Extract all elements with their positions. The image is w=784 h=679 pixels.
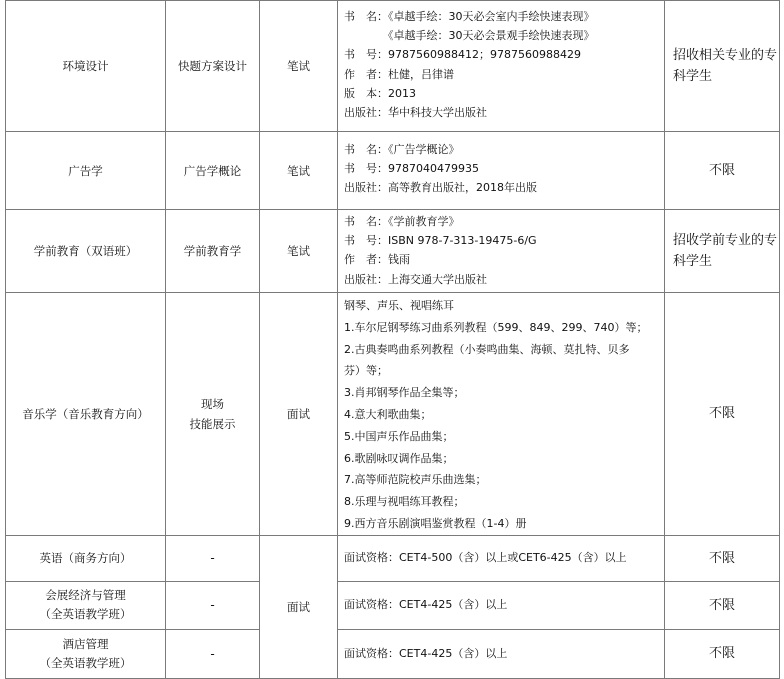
requirement-cell: 不限 [665, 293, 780, 536]
reference-books-cell [338, 629, 665, 678]
reference-books-cell [338, 1, 665, 132]
major-cell: 英语（商务方向） [6, 535, 166, 581]
book-line: 面试资格：CET4-500（含）以上或CET6-425（含）以上 [344, 551, 627, 565]
exam-subject-cell: - [166, 581, 260, 629]
table-row [6, 629, 780, 678]
major-cell [6, 581, 166, 629]
requirement-cell: 招收学前专业的专科学生 [665, 210, 780, 293]
reference-books-cell [338, 581, 665, 629]
table-row [6, 293, 780, 536]
book-line: 钢琴、声乐、视唱练耳 [344, 299, 454, 312]
book-line: 出版社：高等教育出版社，2018年出版 [344, 181, 537, 195]
exam-mode-cell: 笔试 [260, 132, 338, 210]
requirement-cell: 不限 [665, 535, 780, 581]
book-line: 8.乐理与视唱练耳教程； [344, 495, 465, 509]
exam-subject-cell: 学前教育学 [166, 210, 260, 293]
requirement-cell: 不限 [665, 132, 780, 210]
reference-books-cell [338, 535, 665, 581]
major-cell [6, 629, 166, 678]
exam-subject-cell [166, 293, 260, 536]
book-line: 出版社：上海交通大学出版社 [344, 272, 487, 286]
book-line: 5.中国声乐作品曲集； [344, 429, 454, 443]
major-line: （全英语教学班） [39, 655, 132, 670]
table-row [6, 1, 780, 132]
book-line: 书 号：ISBN 978-7-313-19475-6/G [344, 234, 537, 248]
table-row [6, 535, 780, 581]
book-line: 作 者：杜健，吕律谱 [344, 67, 454, 81]
major-line: 酒店管理 [62, 636, 109, 651]
admission-table [5, 0, 780, 679]
book-line: 9.西方音乐剧演唱鉴赏教程（1-4）册 [344, 516, 527, 530]
table-row [6, 210, 780, 293]
exam-mode-cell: 面试 [260, 535, 338, 678]
book-line: 书 名：《卓越手绘：30天必会室内手绘快速表现》 [344, 10, 595, 23]
book-line: 面试资格：CET4-425（含）以上 [344, 598, 508, 612]
book-line: 书 号：9787560988412；9787560988429 [344, 48, 581, 62]
major-cell: 广告学 [6, 132, 166, 210]
book-line: 《卓越手绘：30天必会景观手绘快速表现》 [344, 29, 595, 43]
major-line: 会展经济与管理 [45, 588, 126, 603]
major-cell: 学前教育（双语班） [6, 210, 166, 293]
requirement-cell: 不限 [665, 581, 780, 629]
exam-mode-cell: 笔试 [260, 210, 338, 293]
requirement-cell: 招收相关专业的专科学生 [665, 1, 780, 132]
reference-books-cell [338, 293, 665, 536]
major-cell: 环境设计 [6, 1, 166, 132]
book-line: 书 号：9787040479935 [344, 162, 479, 176]
book-line: 2.古典奏鸣曲系列教程（小奏鸣曲集、海顿、莫扎特、贝多 [344, 342, 630, 356]
book-line: 7.高等师范院校声乐曲选集； [344, 473, 487, 487]
reference-books-cell [338, 210, 665, 293]
book-line: 1.车尔尼钢琴练习曲系列教程（599、849、299、740）等； [344, 320, 648, 334]
book-line: 面试资格：CET4-425（含）以上 [344, 646, 508, 660]
exam-subject-cell: - [166, 535, 260, 581]
exam-subject-line: 现场 [201, 396, 224, 411]
book-line: 3.肖邦钢琴作品全集等； [344, 386, 465, 400]
table-row [6, 581, 780, 629]
book-line: 书 名：《学前教育学》 [344, 215, 460, 228]
book-line: 出版社：华中科技大学出版社 [344, 106, 487, 120]
exam-subject-cell: 广告学概论 [166, 132, 260, 210]
table-row [6, 132, 780, 210]
exam-mode-cell: 面试 [260, 293, 338, 536]
exam-mode-cell: 笔试 [260, 1, 338, 132]
major-cell: 音乐学（音乐教育方向） [6, 293, 166, 536]
book-line: 芬）等； [344, 364, 388, 378]
requirement-cell: 不限 [665, 629, 780, 678]
book-line: 版 本：2013 [344, 86, 416, 100]
book-line: 6.歌剧咏叹调作品集； [344, 451, 454, 465]
exam-subject-cell: 快题方案设计 [166, 1, 260, 132]
major-line: （全英语教学班） [39, 607, 132, 622]
book-line: 作 者：钱雨 [344, 253, 410, 267]
book-line: 书 名：《广告学概论》 [344, 143, 460, 156]
exam-subject-cell: - [166, 629, 260, 678]
reference-books-cell [338, 132, 665, 210]
book-line: 4.意大利歌曲集； [344, 407, 432, 421]
exam-subject-line: 技能展示 [189, 416, 236, 431]
